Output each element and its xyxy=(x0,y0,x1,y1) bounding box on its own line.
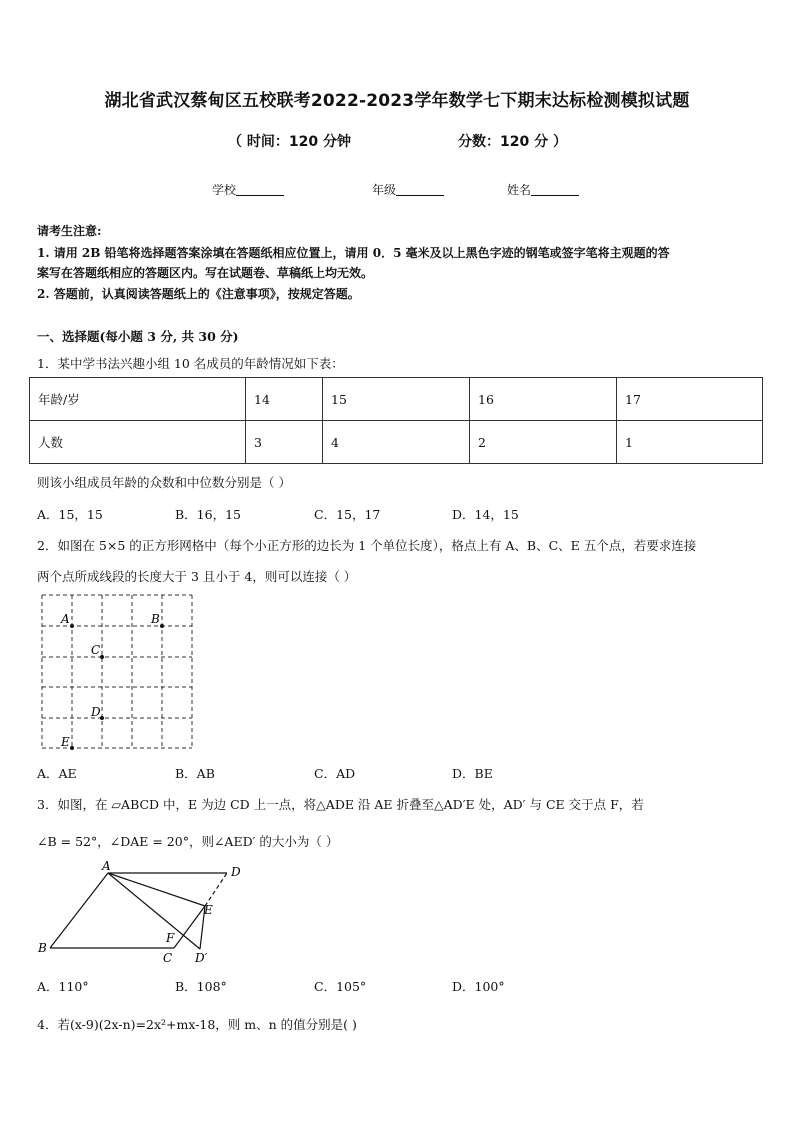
table-cell: 4 xyxy=(323,421,470,464)
q2-stem-line2: 两个点所成线段的长度大于 3 且小于 4，则可以连接（ ） xyxy=(37,569,357,584)
table-row xyxy=(30,421,763,464)
table-cell: 15 xyxy=(323,378,470,421)
point-e xyxy=(70,746,74,750)
option-d: D．100° xyxy=(452,979,505,994)
name-field xyxy=(507,181,579,198)
table-row xyxy=(30,378,763,421)
segment-ae xyxy=(108,873,205,906)
q1-stem: 1．某中学书法兴趣小组 10 名成员的年龄情况如下表： xyxy=(37,356,344,371)
grade-field xyxy=(372,181,444,198)
point-b xyxy=(160,624,164,628)
table-cell: 1 xyxy=(617,421,763,464)
label-a: A xyxy=(102,859,111,873)
label-c: C xyxy=(91,643,101,657)
point-c xyxy=(100,655,104,659)
table-cell: 14 xyxy=(246,378,323,421)
table-cell: 人数 xyxy=(30,421,246,464)
grade-label: 年级 xyxy=(372,183,397,197)
option-b: B．108° xyxy=(175,979,227,994)
label-e: E xyxy=(61,735,70,749)
label-c: C xyxy=(163,951,173,965)
table-cell: 17 xyxy=(617,378,763,421)
name-label: 姓名 xyxy=(507,183,532,197)
option-c: C．15，17 xyxy=(314,507,381,522)
option-d: D．BE xyxy=(452,766,493,781)
notice-item: 2. 答题前，认真阅读答题纸上的《注意事项》，按规定答题。 xyxy=(37,287,360,301)
option-a: A．AE xyxy=(37,766,77,781)
option-a: A．15，15 xyxy=(37,507,103,522)
school-field xyxy=(212,181,284,198)
school-label: 学校 xyxy=(212,183,237,197)
label-d-prime: D′ xyxy=(195,951,208,965)
score-label: 分数：120 分 ） xyxy=(458,134,567,150)
notice-heading: 请考生注意: xyxy=(37,224,102,238)
label-e: E xyxy=(204,903,213,917)
label-d: D xyxy=(91,705,101,719)
q4-stem: 4．若(x-9)(2x-n)=2x²+mx-18，则 m、n 的值分别是( ) xyxy=(37,1017,357,1032)
option-c: C．105° xyxy=(314,979,367,994)
page-title: 湖北省武汉蔡甸区五校联考2022-2023学年数学七下期末达标检测模拟试题 xyxy=(104,91,690,111)
grade-blank xyxy=(396,183,444,196)
label-b: B xyxy=(38,941,47,955)
option-b: B．16，15 xyxy=(175,507,241,522)
name-blank xyxy=(531,183,579,196)
notice-item: 案写在答题纸相应的答题区内。写在试题卷、草稿纸上均无效。 xyxy=(37,266,374,280)
parallelogram-figure xyxy=(30,858,260,973)
q2-stem-line1: 2．如图在 5×5 的正方形网格中（每个小正方形的边长为 1 个单位长度），格点上有 A、B、C、E 五个点，若要求连接 xyxy=(37,538,697,553)
time-label: （ 时间：120 分钟 xyxy=(228,134,351,150)
option-d: D．14，15 xyxy=(452,507,519,522)
option-a: A．110° xyxy=(37,979,89,994)
table-cell: 16 xyxy=(470,378,617,421)
school-blank xyxy=(236,183,284,196)
grid-figure xyxy=(30,590,200,755)
table-cell: 2 xyxy=(470,421,617,464)
section-heading: 一、选择题(每小题 3 分, 共 30 分) xyxy=(37,329,239,344)
point-a xyxy=(70,624,74,628)
label-a: A xyxy=(61,612,70,626)
label-d: D xyxy=(231,865,241,879)
table-cell: 3 xyxy=(246,421,323,464)
label-b: B xyxy=(151,612,160,626)
option-c: C．AD xyxy=(314,766,356,781)
age-table xyxy=(29,377,763,464)
segment-ab xyxy=(50,873,108,948)
notice-item: 1. 请用 2B 铅笔将选择题答案涂填在答题纸相应位置上，请用 0．5 毫米及以上黑色字迹的钢笔或签字笔将主观题的答 xyxy=(37,246,670,260)
q1-question: 则该小组成员年龄的众数和中位数分别是（ ） xyxy=(37,475,291,490)
q3-stem-line2: ∠B = 52°，∠DAE = 20°，则∠AED′ 的大小为（ ） xyxy=(37,834,339,849)
label-f: F xyxy=(166,931,175,945)
option-b: B．AB xyxy=(175,766,215,781)
segment-ed-dashed xyxy=(205,873,227,906)
segment-ad-prime xyxy=(108,873,200,949)
table-cell: 年龄/岁 xyxy=(30,378,246,421)
q3-stem-line1: 3．如图，在 ▱ABCD 中，E 为边 CD 上一点，将△ADE 沿 AE 折叠至△AD′E 处，AD′ 与 CE 交于点 F，若 xyxy=(37,797,644,812)
